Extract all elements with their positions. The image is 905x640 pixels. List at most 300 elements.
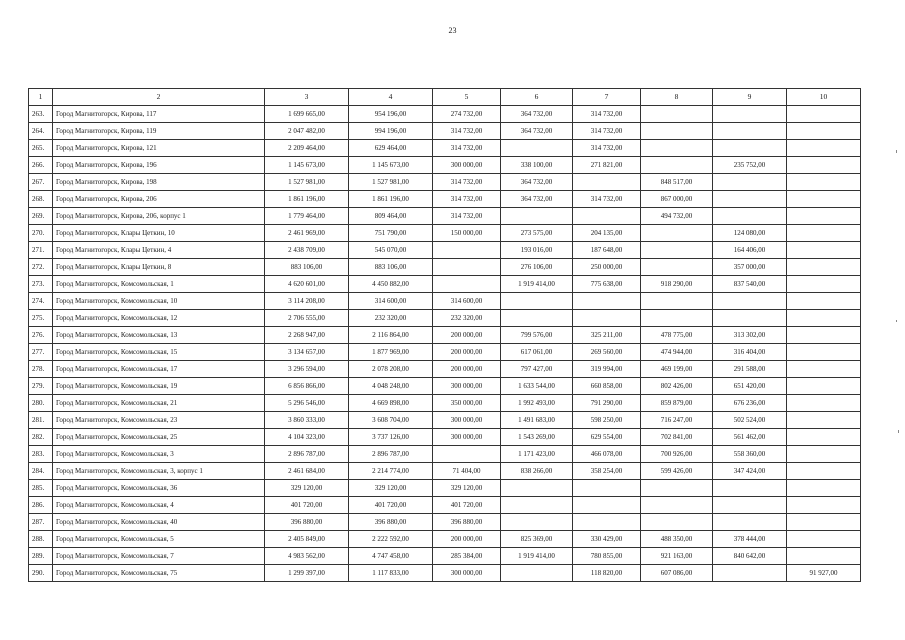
- amount-cell: 802 426,00: [641, 378, 713, 395]
- amount-cell: 401 720,00: [265, 497, 349, 514]
- address-cell: Город Магнитогорск, Комсомольская, 3: [53, 446, 265, 463]
- amount-cell: 1 633 544,00: [501, 378, 573, 395]
- amount-cell: [573, 514, 641, 531]
- table-row: [29, 157, 861, 174]
- row-number: 290.: [29, 565, 53, 582]
- amount-cell: 314 732,00: [573, 123, 641, 140]
- table-row: [29, 123, 861, 140]
- amount-cell: 466 078,00: [573, 446, 641, 463]
- amount-cell: 350 000,00: [433, 395, 501, 412]
- amount-cell: [787, 276, 861, 293]
- amount-cell: 607 086,00: [641, 565, 713, 582]
- amount-cell: 2 222 592,00: [349, 531, 433, 548]
- amount-cell: [501, 480, 573, 497]
- amount-cell: 150 000,00: [433, 225, 501, 242]
- col-header: 7: [573, 89, 641, 106]
- amount-cell: 1 117 833,00: [349, 565, 433, 582]
- amount-cell: 91 927,00: [787, 565, 861, 582]
- amount-cell: 329 120,00: [265, 480, 349, 497]
- amount-cell: [573, 174, 641, 191]
- amount-cell: 2 405 849,00: [265, 531, 349, 548]
- amount-cell: 474 944,00: [641, 344, 713, 361]
- amount-cell: 1 992 493,00: [501, 395, 573, 412]
- amount-cell: 558 360,00: [713, 446, 787, 463]
- amount-cell: [787, 293, 861, 310]
- amount-cell: 825 369,00: [501, 531, 573, 548]
- address-cell: Город Магнитогорск, Клары Цеткин, 4: [53, 242, 265, 259]
- table-row: [29, 310, 861, 327]
- row-number: 274.: [29, 293, 53, 310]
- amount-cell: 797 427,00: [501, 361, 573, 378]
- address-cell: Город Магнитогорск, Комсомольская, 12: [53, 310, 265, 327]
- amount-cell: [787, 174, 861, 191]
- row-number: 282.: [29, 429, 53, 446]
- amount-cell: 314 600,00: [349, 293, 433, 310]
- table-row: [29, 174, 861, 191]
- row-number: 264.: [29, 123, 53, 140]
- amount-cell: 629 554,00: [573, 429, 641, 446]
- table-row: [29, 106, 861, 123]
- address-cell: Город Магнитогорск, Кирова, 119: [53, 123, 265, 140]
- amount-cell: [641, 140, 713, 157]
- amount-cell: [501, 514, 573, 531]
- row-number: 287.: [29, 514, 53, 531]
- address-cell: Город Магнитогорск, Комсомольская, 25: [53, 429, 265, 446]
- column-header-row: [29, 89, 861, 106]
- amount-cell: [501, 140, 573, 157]
- amount-cell: 314 732,00: [573, 140, 641, 157]
- amount-cell: [787, 412, 861, 429]
- amount-cell: 918 290,00: [641, 276, 713, 293]
- amount-cell: 378 444,00: [713, 531, 787, 548]
- amount-cell: 338 100,00: [501, 157, 573, 174]
- row-number: 283.: [29, 446, 53, 463]
- amount-cell: 4 747 458,00: [349, 548, 433, 565]
- amount-cell: 809 464,00: [349, 208, 433, 225]
- amount-cell: 598 250,00: [573, 412, 641, 429]
- amount-cell: 1 919 414,00: [501, 276, 573, 293]
- col-header: 6: [501, 89, 573, 106]
- amount-cell: [573, 480, 641, 497]
- amount-cell: 4 983 562,00: [265, 548, 349, 565]
- amount-cell: 4 048 248,00: [349, 378, 433, 395]
- table-row: [29, 276, 861, 293]
- amount-cell: [787, 259, 861, 276]
- amount-cell: 314 732,00: [433, 140, 501, 157]
- row-number: 271.: [29, 242, 53, 259]
- address-cell: Город Магнитогорск, Комсомольская, 10: [53, 293, 265, 310]
- scan-mark: [896, 320, 897, 322]
- amount-cell: [641, 225, 713, 242]
- amount-cell: 118 820,00: [573, 565, 641, 582]
- amount-cell: 401 720,00: [433, 497, 501, 514]
- amount-cell: [501, 565, 573, 582]
- amount-cell: 396 880,00: [433, 514, 501, 531]
- row-number: 266.: [29, 157, 53, 174]
- amount-cell: 2 706 555,00: [265, 310, 349, 327]
- row-number: 280.: [29, 395, 53, 412]
- amount-cell: 3 134 657,00: [265, 344, 349, 361]
- amount-cell: 2 268 947,00: [265, 327, 349, 344]
- amount-cell: 702 841,00: [641, 429, 713, 446]
- amount-cell: 488 350,00: [641, 531, 713, 548]
- address-cell: Город Магнитогорск, Кирова, 121: [53, 140, 265, 157]
- amount-cell: 660 858,00: [573, 378, 641, 395]
- table-row: [29, 463, 861, 480]
- amount-cell: [713, 497, 787, 514]
- amount-cell: 617 061,00: [501, 344, 573, 361]
- address-cell: Город Магнитогорск, Кирова, 117: [53, 106, 265, 123]
- amount-cell: 124 080,00: [713, 225, 787, 242]
- amount-cell: 274 732,00: [433, 106, 501, 123]
- scan-mark: [898, 430, 899, 433]
- amount-cell: 200 000,00: [433, 531, 501, 548]
- amount-cell: [787, 514, 861, 531]
- amount-cell: [713, 191, 787, 208]
- table-row: [29, 140, 861, 157]
- amount-cell: [787, 225, 861, 242]
- amount-cell: 840 642,00: [713, 548, 787, 565]
- amount-cell: 232 320,00: [349, 310, 433, 327]
- amount-cell: 300 000,00: [433, 565, 501, 582]
- amount-cell: 2 461 969,00: [265, 225, 349, 242]
- amount-cell: [573, 497, 641, 514]
- row-number: 277.: [29, 344, 53, 361]
- table-row: [29, 208, 861, 225]
- amount-cell: [713, 123, 787, 140]
- amount-cell: 2 896 787,00: [349, 446, 433, 463]
- amount-cell: [641, 293, 713, 310]
- amount-cell: 1 527 981,00: [349, 174, 433, 191]
- amount-cell: 716 247,00: [641, 412, 713, 429]
- amount-cell: [501, 310, 573, 327]
- amount-cell: [787, 480, 861, 497]
- amount-cell: [501, 497, 573, 514]
- amount-cell: 364 732,00: [501, 191, 573, 208]
- amount-cell: 325 211,00: [573, 327, 641, 344]
- row-number: 268.: [29, 191, 53, 208]
- amount-cell: [573, 208, 641, 225]
- amount-cell: 5 296 546,00: [265, 395, 349, 412]
- row-number: 273.: [29, 276, 53, 293]
- amount-cell: 775 638,00: [573, 276, 641, 293]
- amount-cell: [787, 497, 861, 514]
- col-header: 3: [265, 89, 349, 106]
- address-cell: Город Магнитогорск, Комсомольская, 17: [53, 361, 265, 378]
- address-cell: Город Магнитогорск, Комсомольская, 7: [53, 548, 265, 565]
- address-cell: Город Магнитогорск, Клары Цеткин, 8: [53, 259, 265, 276]
- amount-cell: 6 856 866,00: [265, 378, 349, 395]
- amount-cell: 300 000,00: [433, 378, 501, 395]
- row-number: 272.: [29, 259, 53, 276]
- row-number: 288.: [29, 531, 53, 548]
- amount-cell: 867 000,00: [641, 191, 713, 208]
- amount-cell: 921 163,00: [641, 548, 713, 565]
- amount-cell: [713, 565, 787, 582]
- amount-cell: 700 926,00: [641, 446, 713, 463]
- table-row: [29, 497, 861, 514]
- amount-cell: 2 214 774,00: [349, 463, 433, 480]
- col-header: 10: [787, 89, 861, 106]
- amount-cell: 314 732,00: [573, 191, 641, 208]
- row-number: 269.: [29, 208, 53, 225]
- amount-cell: [641, 123, 713, 140]
- table-row: [29, 225, 861, 242]
- amount-cell: 2 116 864,00: [349, 327, 433, 344]
- amount-cell: 848 517,00: [641, 174, 713, 191]
- amount-cell: [713, 140, 787, 157]
- amount-cell: 629 464,00: [349, 140, 433, 157]
- amount-cell: 319 994,00: [573, 361, 641, 378]
- amount-cell: [787, 140, 861, 157]
- amount-cell: 291 588,00: [713, 361, 787, 378]
- amount-cell: 469 199,00: [641, 361, 713, 378]
- amount-cell: 994 196,00: [349, 123, 433, 140]
- amount-cell: 329 120,00: [433, 480, 501, 497]
- amount-cell: 1 491 683,00: [501, 412, 573, 429]
- amount-cell: 285 384,00: [433, 548, 501, 565]
- amount-cell: [641, 157, 713, 174]
- amount-cell: 1 919 414,00: [501, 548, 573, 565]
- amount-cell: 314 732,00: [573, 106, 641, 123]
- table-row: [29, 395, 861, 412]
- amount-cell: 478 775,00: [641, 327, 713, 344]
- table-row: [29, 259, 861, 276]
- amount-cell: [787, 157, 861, 174]
- amount-cell: [641, 242, 713, 259]
- amount-cell: [787, 310, 861, 327]
- amount-cell: [787, 344, 861, 361]
- amount-cell: 232 320,00: [433, 310, 501, 327]
- amount-cell: [433, 276, 501, 293]
- amount-cell: 954 196,00: [349, 106, 433, 123]
- address-cell: Город Магнитогорск, Кирова, 198: [53, 174, 265, 191]
- amount-cell: 300 000,00: [433, 412, 501, 429]
- amount-cell: 276 106,00: [501, 259, 573, 276]
- table-row: [29, 480, 861, 497]
- row-number: 270.: [29, 225, 53, 242]
- amount-cell: 1 145 673,00: [349, 157, 433, 174]
- amount-cell: 1 299 397,00: [265, 565, 349, 582]
- address-cell: Город Магнитогорск, Кирова, 206: [53, 191, 265, 208]
- row-number: 279.: [29, 378, 53, 395]
- amount-cell: [713, 106, 787, 123]
- row-number: 276.: [29, 327, 53, 344]
- table-row: [29, 191, 861, 208]
- amount-cell: [713, 480, 787, 497]
- amount-cell: 200 000,00: [433, 361, 501, 378]
- amount-cell: [787, 208, 861, 225]
- address-cell: Город Магнитогорск, Комсомольская, 40: [53, 514, 265, 531]
- amount-cell: 358 254,00: [573, 463, 641, 480]
- amount-cell: 235 752,00: [713, 157, 787, 174]
- amount-cell: [641, 310, 713, 327]
- amount-cell: 401 720,00: [349, 497, 433, 514]
- amount-cell: [501, 208, 573, 225]
- address-cell: Город Магнитогорск, Комсомольская, 21: [53, 395, 265, 412]
- amount-cell: 502 524,00: [713, 412, 787, 429]
- table-row: [29, 344, 861, 361]
- row-number: 278.: [29, 361, 53, 378]
- amount-cell: 561 462,00: [713, 429, 787, 446]
- amount-cell: 187 648,00: [573, 242, 641, 259]
- row-number: 289.: [29, 548, 53, 565]
- amount-cell: [787, 361, 861, 378]
- amount-cell: 193 016,00: [501, 242, 573, 259]
- address-cell: Город Магнитогорск, Комсомольская, 4: [53, 497, 265, 514]
- amount-cell: 2 209 464,00: [265, 140, 349, 157]
- amount-cell: [787, 106, 861, 123]
- amount-cell: [501, 293, 573, 310]
- amount-cell: 329 120,00: [349, 480, 433, 497]
- amount-cell: 3 608 704,00: [349, 412, 433, 429]
- amount-cell: [787, 242, 861, 259]
- amount-cell: [787, 548, 861, 565]
- amount-cell: 396 880,00: [349, 514, 433, 531]
- amount-cell: 2 078 208,00: [349, 361, 433, 378]
- amount-cell: 200 000,00: [433, 327, 501, 344]
- amount-cell: 1 779 464,00: [265, 208, 349, 225]
- row-number: 284.: [29, 463, 53, 480]
- col-header: 8: [641, 89, 713, 106]
- amount-cell: 316 404,00: [713, 344, 787, 361]
- amount-cell: 314 600,00: [433, 293, 501, 310]
- amount-cell: [787, 429, 861, 446]
- amount-cell: 4 669 898,00: [349, 395, 433, 412]
- amount-cell: 357 000,00: [713, 259, 787, 276]
- scan-mark: [896, 150, 897, 153]
- amount-cell: 364 732,00: [501, 123, 573, 140]
- amount-cell: 271 821,00: [573, 157, 641, 174]
- amount-cell: 300 000,00: [433, 429, 501, 446]
- amount-cell: [713, 208, 787, 225]
- amount-cell: 347 424,00: [713, 463, 787, 480]
- amount-cell: 3 114 208,00: [265, 293, 349, 310]
- amount-cell: 300 000,00: [433, 157, 501, 174]
- amount-cell: 200 000,00: [433, 344, 501, 361]
- amount-cell: [433, 259, 501, 276]
- amount-cell: 780 855,00: [573, 548, 641, 565]
- address-cell: Город Магнитогорск, Комсомольская, 15: [53, 344, 265, 361]
- amount-cell: [787, 531, 861, 548]
- table-row: [29, 429, 861, 446]
- amount-cell: [433, 242, 501, 259]
- amount-cell: [713, 174, 787, 191]
- row-number: 285.: [29, 480, 53, 497]
- amount-cell: 4 620 601,00: [265, 276, 349, 293]
- amount-cell: 314 732,00: [433, 208, 501, 225]
- amount-cell: 676 236,00: [713, 395, 787, 412]
- amount-cell: 1 145 673,00: [265, 157, 349, 174]
- col-header: 9: [713, 89, 787, 106]
- page-number: 23: [448, 26, 457, 35]
- amount-cell: 838 266,00: [501, 463, 573, 480]
- row-number: 263.: [29, 106, 53, 123]
- amount-cell: 1 861 196,00: [265, 191, 349, 208]
- col-header: 4: [349, 89, 433, 106]
- amount-cell: 314 732,00: [433, 123, 501, 140]
- amount-cell: 751 790,00: [349, 225, 433, 242]
- amount-cell: 273 575,00: [501, 225, 573, 242]
- amount-cell: 71 404,00: [433, 463, 501, 480]
- row-number: 281.: [29, 412, 53, 429]
- amount-cell: 164 406,00: [713, 242, 787, 259]
- amount-cell: [641, 259, 713, 276]
- amount-cell: [713, 293, 787, 310]
- address-cell: Город Магнитогорск, Кирова, 206, корпус 1: [53, 208, 265, 225]
- amount-cell: 4 450 882,00: [349, 276, 433, 293]
- housing-register-table: [28, 88, 861, 582]
- table-row: [29, 412, 861, 429]
- amount-cell: 2 896 787,00: [265, 446, 349, 463]
- amount-cell: 1 171 423,00: [501, 446, 573, 463]
- amount-cell: 859 879,00: [641, 395, 713, 412]
- amount-cell: [787, 446, 861, 463]
- amount-cell: 3 860 333,00: [265, 412, 349, 429]
- address-cell: Город Магнитогорск, Комсомольская, 1: [53, 276, 265, 293]
- amount-cell: [573, 293, 641, 310]
- amount-cell: [787, 191, 861, 208]
- amount-cell: [641, 480, 713, 497]
- amount-cell: 204 135,00: [573, 225, 641, 242]
- amount-cell: [433, 446, 501, 463]
- amount-cell: [641, 514, 713, 531]
- row-number: 275.: [29, 310, 53, 327]
- table-row: [29, 548, 861, 565]
- amount-cell: 545 070,00: [349, 242, 433, 259]
- amount-cell: 3 737 126,00: [349, 429, 433, 446]
- amount-cell: 396 880,00: [265, 514, 349, 531]
- amount-cell: 1 543 269,00: [501, 429, 573, 446]
- amount-cell: 330 429,00: [573, 531, 641, 548]
- amount-cell: [787, 463, 861, 480]
- address-cell: Город Магнитогорск, Комсомольская, 75: [53, 565, 265, 582]
- amount-cell: [641, 106, 713, 123]
- col-header: 1: [29, 89, 53, 106]
- amount-cell: 1 861 196,00: [349, 191, 433, 208]
- amount-cell: 1 527 981,00: [265, 174, 349, 191]
- amount-cell: 4 104 323,00: [265, 429, 349, 446]
- row-number: 286.: [29, 497, 53, 514]
- amount-cell: 651 420,00: [713, 378, 787, 395]
- table-row: [29, 514, 861, 531]
- table-body: [29, 106, 861, 582]
- amount-cell: 364 732,00: [501, 174, 573, 191]
- amount-cell: 3 296 594,00: [265, 361, 349, 378]
- amount-cell: [713, 514, 787, 531]
- table-row: [29, 531, 861, 548]
- amount-cell: [787, 327, 861, 344]
- address-cell: Город Магнитогорск, Комсомольская, 13: [53, 327, 265, 344]
- table-row: [29, 378, 861, 395]
- row-number: 267.: [29, 174, 53, 191]
- address-cell: Город Магнитогорск, Комсомольская, 19: [53, 378, 265, 395]
- table-row: [29, 361, 861, 378]
- table-row: [29, 565, 861, 582]
- amount-cell: 837 540,00: [713, 276, 787, 293]
- col-header: 5: [433, 89, 501, 106]
- amount-cell: 883 106,00: [349, 259, 433, 276]
- amount-cell: 1 877 969,00: [349, 344, 433, 361]
- amount-cell: 250 000,00: [573, 259, 641, 276]
- table-row: [29, 446, 861, 463]
- amount-cell: 2 461 684,00: [265, 463, 349, 480]
- table-row: [29, 242, 861, 259]
- amount-cell: [641, 497, 713, 514]
- amount-cell: 599 426,00: [641, 463, 713, 480]
- amount-cell: 314 732,00: [433, 174, 501, 191]
- address-cell: Город Магнитогорск, Комсомольская, 5: [53, 531, 265, 548]
